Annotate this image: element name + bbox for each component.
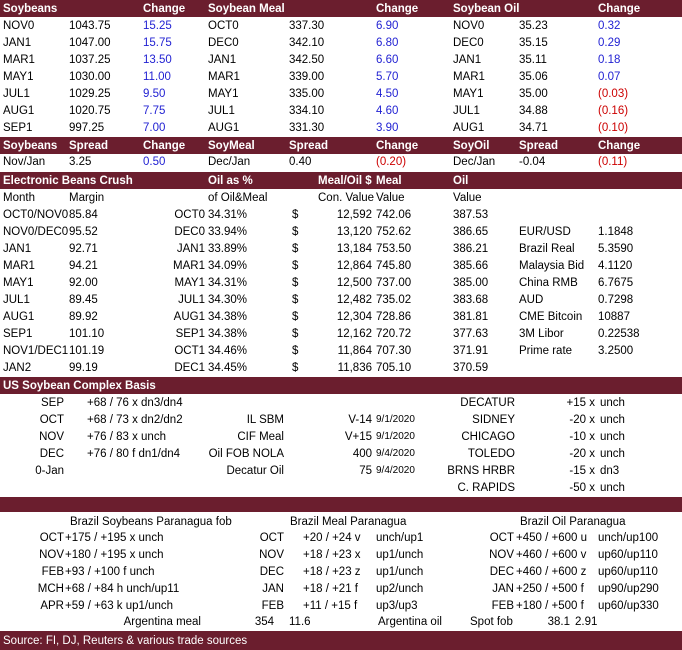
- meal-contract: AUG1: [208, 122, 240, 134]
- crush-meal-header: Meal: [376, 175, 402, 187]
- crush-month: MAY1: [3, 277, 34, 289]
- meal-price: 337.30: [289, 20, 325, 32]
- spread-soybeans-change-header: Change: [143, 140, 186, 152]
- crush-month: JUL1: [3, 294, 30, 306]
- soy-price: 1037.25: [69, 54, 111, 66]
- crush-margin: 85.84: [69, 209, 98, 221]
- brazil-meal-month: OCT: [259, 532, 284, 544]
- oil-contract: MAR1: [453, 71, 485, 83]
- brazil-oil-change: up90/up290: [598, 583, 659, 595]
- crush-oil-pct: 34.09%: [208, 260, 248, 272]
- crush-oil-value: 377.63: [453, 328, 489, 340]
- argentina-meal-change: 11.6: [289, 616, 311, 628]
- basis-product-value: V+15: [344, 431, 372, 443]
- crush-margin: 101.19: [69, 345, 105, 357]
- soy-contract: MAR1: [3, 54, 35, 66]
- meal-change: 4.60: [376, 105, 399, 117]
- crush-margin: 92.00: [69, 277, 98, 289]
- brazil-soy-basis: +180 / +195 x unch: [65, 549, 164, 561]
- crush-margin-label: Margin: [69, 192, 105, 204]
- crush-meal-value: 745.80: [376, 260, 412, 272]
- oil-contract: MAY1: [453, 88, 484, 100]
- crush-dollar-sign: $: [292, 260, 299, 272]
- market-value: 1.1848: [598, 226, 634, 238]
- crush-month: SEP1: [3, 328, 33, 340]
- brazil-soy-basis: +175 / +195 x unch: [65, 532, 164, 544]
- crush-margin: 101.10: [69, 328, 105, 340]
- brazil-soy-basis: +93 / +100 f unch: [65, 566, 155, 578]
- crush-oil-pct: 34.31%: [208, 209, 248, 221]
- spread-soy-value: 3.25: [69, 156, 92, 168]
- spread-soybeans-spread-header: Spread: [69, 140, 108, 152]
- brazil-meal-basis: +11 / +15 f: [303, 600, 358, 612]
- crush-dollar-sign: $: [292, 277, 299, 289]
- argentina-meal-label: Argentina meal: [123, 616, 201, 628]
- soy-change: 11.00: [143, 71, 171, 83]
- meal-change: 4.50: [376, 88, 399, 100]
- oil-change: 0.32: [598, 20, 621, 32]
- soybeans-change-header: Change: [143, 3, 186, 15]
- crush-margin: 94.21: [69, 260, 98, 272]
- basis-product: Decatur Oil: [226, 465, 284, 477]
- crush-oilmeal-label: of Oil&Meal: [208, 192, 268, 204]
- source-note: Source: FI, DJ, Reuters & various trade sources: [3, 635, 248, 647]
- spread-soybeans-header: Soybeans: [3, 140, 58, 152]
- basis-value: +68 / 73 x dn2/dn2: [87, 414, 183, 426]
- soy-contract: JAN1: [3, 37, 32, 49]
- crush-mealvalue-label: Value: [376, 192, 405, 204]
- market-label: AUD: [519, 294, 544, 306]
- brazil-meal-basis: +18 / +23 z: [303, 566, 361, 578]
- meal-change: 6.90: [376, 20, 399, 32]
- market-label: CME Bitcoin: [519, 311, 583, 323]
- crush-meal-value: 705.10: [376, 362, 412, 374]
- spread-soy-change: 0.50: [143, 156, 166, 168]
- basis-location-change: unch: [600, 414, 625, 426]
- crush-month: AUG1: [3, 311, 35, 323]
- soy-change: 15.25: [143, 20, 172, 32]
- market-label: Malaysia Bid: [519, 260, 585, 272]
- basis-location: BRNS HRBR: [447, 465, 515, 477]
- basis-value: +68 / 76 x dn3/dn4: [87, 397, 183, 409]
- meal-change: 6.60: [376, 54, 399, 66]
- crush-con-value: 11,836: [337, 362, 372, 374]
- crush-oil-pct: 34.31%: [208, 277, 248, 289]
- brazil-header-bar: [0, 497, 682, 512]
- oil-change: (0.10): [598, 122, 629, 134]
- basis-location-value: -50 x: [569, 482, 595, 494]
- spread-oil-value: -0.04: [519, 156, 546, 168]
- oil-change: 0.18: [598, 54, 621, 66]
- brazil-meal-month: FEB: [261, 600, 284, 612]
- oil-contract: DEC0: [453, 37, 484, 49]
- basis-month: SEP: [40, 397, 64, 409]
- crush-meal-value: 707.30: [376, 345, 412, 357]
- oil-price: 34.88: [519, 105, 548, 117]
- crush-oil-value: 381.81: [453, 311, 489, 323]
- crush-dollar-sign: $: [292, 328, 299, 340]
- basis-location-value: -20 x: [569, 414, 595, 426]
- market-value: 0.22538: [598, 328, 640, 340]
- basis-value: +76 / 83 x unch: [87, 431, 166, 443]
- oil-price: 35.00: [519, 88, 548, 100]
- basis-product: Oil FOB NOLA: [208, 448, 284, 460]
- meal-price: 331.30: [289, 122, 325, 134]
- brazil-oil-basis: +180 / +500 f: [516, 600, 584, 612]
- crush-oil-header: Oil: [453, 175, 469, 187]
- oil-price: 35.15: [519, 37, 548, 49]
- crush-contract: AUG1: [173, 311, 205, 323]
- meal-contract: DEC0: [208, 37, 239, 49]
- brazil-oil-change: up60/up110: [598, 566, 658, 578]
- crush-contract: DEC0: [174, 226, 205, 238]
- basis-location-value: -10 x: [569, 431, 595, 443]
- brazil-soy-basis: +68 / +84 h unch/up11: [65, 583, 180, 595]
- crush-oil-value: 371.91: [453, 345, 489, 357]
- soybeans-header: Soybeans: [3, 3, 58, 15]
- crush-meal-value: 753.50: [376, 243, 412, 255]
- brazil-soy-basis: +59 / +63 k up1/unch: [65, 600, 174, 612]
- crush-oilvalue-label: Value: [453, 192, 482, 204]
- crush-con-value: 12,482: [336, 294, 372, 306]
- basis-location-value: -15 x: [569, 465, 595, 477]
- brazil-oil-month: NOV: [489, 549, 514, 561]
- crush-month: OCT0/NOV0: [3, 209, 69, 221]
- oil-change: 0.29: [598, 37, 621, 49]
- brazil-meal-change: up3/up3: [376, 600, 418, 612]
- basis-location-change: unch: [600, 397, 625, 409]
- basis-location-change: dn3: [600, 465, 620, 477]
- brazil-oil-basis: +250 / +500 f: [516, 583, 584, 595]
- basis-location-value: +15 x: [566, 397, 595, 409]
- brazil-oil-basis: +460 / +600 v: [516, 549, 587, 561]
- market-value: 4.1120: [598, 260, 633, 272]
- spread-meal-change: (0.20): [376, 156, 407, 168]
- oil-price: 34.71: [519, 122, 548, 134]
- meal-contract: JUL1: [208, 105, 235, 117]
- basis-location: SIDNEY: [472, 414, 515, 426]
- brazil-oil-title: Brazil Oil Paranagua: [520, 516, 626, 528]
- crush-oil-pct: 34.38%: [208, 311, 248, 323]
- meal-change: 5.70: [376, 71, 399, 83]
- crush-oil-pct: 34.46%: [208, 345, 248, 357]
- basis-date: 9/1/2020: [376, 414, 415, 425]
- crush-convalue-label: Con. Value: [318, 192, 375, 204]
- crush-con-value: 13,120: [336, 226, 372, 238]
- crush-meal-value: 737.00: [376, 277, 412, 289]
- crush-oil-pct: 33.94%: [208, 226, 248, 238]
- soy-change: 15.75: [143, 37, 172, 49]
- basis-title: US Soybean Complex Basis: [3, 380, 156, 392]
- brazil-oil-month: FEB: [491, 600, 514, 612]
- brazil-oil-month: JAN: [492, 583, 514, 595]
- crush-title: Electronic Beans Crush: [3, 175, 133, 187]
- soy-price: 1020.75: [69, 105, 111, 117]
- crush-oil-pct-header: Oil as %: [208, 175, 253, 187]
- meal-change-header: Change: [376, 3, 419, 15]
- basis-product: CIF Meal: [237, 431, 284, 443]
- spread-meal-spread-header: Spread: [289, 140, 328, 152]
- crush-month: JAN2: [3, 362, 32, 374]
- crush-margin: 95.52: [69, 226, 98, 238]
- argentina-meal-value: 354: [254, 616, 274, 628]
- soy-change: 9.50: [143, 88, 166, 100]
- market-value: 6.7675: [598, 277, 634, 289]
- crush-oil-pct: 33.89%: [208, 243, 248, 255]
- spread-meal-label: Dec/Jan: [208, 156, 251, 168]
- brazil-meal-basis: +18 / +21 f: [303, 583, 358, 595]
- crush-oil-value: 385.00: [453, 277, 489, 289]
- basis-product: IL SBM: [246, 414, 284, 426]
- spread-oil-spread-header: Spread: [519, 140, 558, 152]
- brazil-meal-change: unch/up1: [376, 532, 424, 544]
- basis-month: 0-Jan: [35, 465, 64, 477]
- brazil-meal-month: NOV: [259, 549, 284, 561]
- meal-contract: JAN1: [208, 54, 237, 66]
- brazil-soy-month: MCH: [37, 583, 64, 595]
- crush-oil-value: 387.53: [453, 209, 489, 221]
- brazil-oil-change: up60/up110: [598, 549, 658, 561]
- spread-oil-change: (0.11): [598, 156, 628, 168]
- basis-month: DEC: [39, 448, 64, 460]
- crush-dollar-sign: $: [292, 294, 299, 306]
- crush-dollar-sign: $: [292, 243, 299, 255]
- brazil-meal-month: JAN: [262, 583, 284, 595]
- crush-month: NOV1/DEC1: [3, 345, 69, 357]
- market-label: Brazil Real: [519, 243, 575, 255]
- brazil-meal-change: up1/unch: [376, 566, 424, 578]
- crush-contract: SEP1: [175, 328, 205, 340]
- basis-location-change: unch: [600, 448, 625, 460]
- crush-oil-pct: 34.45%: [208, 362, 248, 374]
- crush-meal-value: 742.06: [376, 209, 412, 221]
- crush-dollar-sign: $: [292, 209, 299, 221]
- oil-price: 35.23: [519, 20, 548, 32]
- soybean-meal-header: Soybean Meal: [208, 3, 285, 15]
- crush-contract: OCT1: [174, 345, 205, 357]
- spread-oil-change-header: Change: [598, 140, 641, 152]
- crush-dollar-sign: $: [292, 226, 299, 238]
- crush-contract: OCT0: [174, 209, 205, 221]
- market-label: China RMB: [519, 277, 578, 289]
- oil-contract: AUG1: [453, 122, 485, 134]
- basis-product-value: 400: [352, 448, 372, 460]
- soy-change: 7.75: [143, 105, 166, 117]
- soy-price: 1043.75: [69, 20, 111, 32]
- brazil-soy-title: Brazil Soybeans Paranagua fob: [70, 516, 232, 528]
- basis-location-value: -20 x: [569, 448, 595, 460]
- crush-con-value: 12,500: [336, 277, 372, 289]
- spread-soymeal-header: SoyMeal: [208, 140, 255, 152]
- brazil-oil-month: DEC: [489, 566, 514, 578]
- crush-month: NOV0/DEC0: [3, 226, 69, 238]
- brazil-soy-month: NOV: [39, 549, 64, 561]
- crush-oil-value: 386.65: [453, 226, 489, 238]
- oil-contract: NOV0: [453, 20, 485, 32]
- meal-price: 342.10: [289, 37, 325, 49]
- crush-contract: MAR1: [173, 260, 205, 272]
- crush-meal-value: 720.72: [376, 328, 412, 340]
- meal-change: 6.80: [376, 37, 399, 49]
- soy-price: 1047.00: [69, 37, 111, 49]
- crush-meal-value: 752.62: [376, 226, 412, 238]
- oil-price: 35.11: [519, 54, 547, 66]
- market-value: 3.2500: [598, 345, 634, 357]
- spread-meal-change-header: Change: [376, 140, 419, 152]
- brazil-oil-change: up60/up330: [598, 600, 659, 612]
- basis-location-change: unch: [600, 431, 625, 443]
- market-label: 3M Libor: [519, 328, 564, 340]
- meal-price: 339.00: [289, 71, 325, 83]
- crush-oil-value: 383.68: [453, 294, 489, 306]
- crush-month: MAR1: [3, 260, 35, 272]
- spot-fob-change: 2.91: [575, 616, 598, 628]
- crush-dollar-sign: $: [292, 345, 299, 357]
- brazil-oil-month: OCT: [489, 532, 514, 544]
- meal-contract: MAY1: [208, 88, 239, 100]
- crush-con-value: 13,184: [336, 243, 372, 255]
- crush-dollar-sign: $: [292, 311, 299, 323]
- brazil-oil-change: unch/up100: [598, 532, 659, 544]
- crush-oil-value: 370.59: [453, 362, 489, 374]
- brazil-oil-basis: +460 / +600 z: [516, 566, 587, 578]
- soy-change: 13.50: [143, 54, 172, 66]
- crush-oil-value: 386.21: [453, 243, 489, 255]
- soy-price: 997.25: [69, 122, 105, 134]
- basis-product-value: V-14: [348, 414, 372, 426]
- soybean-oil-header: Soybean Oil: [453, 3, 520, 15]
- spread-soyoil-header: SoyOil: [453, 140, 490, 152]
- crush-dollar-sign: $: [292, 362, 299, 374]
- soy-contract: MAY1: [3, 71, 34, 83]
- crush-margin: 89.45: [69, 294, 98, 306]
- brazil-meal-basis: +18 / +23 x: [303, 549, 361, 561]
- basis-location: DECATUR: [460, 397, 515, 409]
- crush-oil-value: 385.66: [453, 260, 489, 272]
- brazil-meal-month: DEC: [259, 566, 284, 578]
- meal-price: 335.00: [289, 88, 325, 100]
- crush-oil-pct: 34.30%: [208, 294, 248, 306]
- oil-change: 0.07: [598, 71, 621, 83]
- basis-date: 9/4/2020: [376, 448, 415, 459]
- futures-header-bar: [0, 0, 682, 17]
- brazil-meal-basis: +20 / +24 v: [303, 532, 361, 544]
- spread-oil-label: Dec/Jan: [453, 156, 496, 168]
- meal-change: 3.90: [376, 122, 399, 134]
- market-value: 5.3590: [598, 243, 634, 255]
- crush-contract: JAN1: [176, 243, 205, 255]
- basis-date: 9/1/2020: [376, 431, 415, 442]
- soy-contract: JUL1: [3, 88, 30, 100]
- spread-soy-label: Nov/Jan: [3, 156, 46, 168]
- meal-contract: MAR1: [208, 71, 240, 83]
- market-label: EUR/USD: [519, 226, 571, 238]
- crush-margin: 89.92: [69, 311, 98, 323]
- crush-contract: MAY1: [174, 277, 205, 289]
- crush-meal-oil-header: Meal/Oil $: [318, 175, 372, 187]
- basis-location: TOLEDO: [467, 448, 515, 460]
- basis-location-change: unch: [600, 482, 625, 494]
- crush-margin: 92.71: [69, 243, 98, 255]
- crush-margin: 99.19: [69, 362, 98, 374]
- basis-month: NOV: [39, 431, 64, 443]
- soy-contract: SEP1: [3, 122, 33, 134]
- crush-con-value: 12,864: [336, 260, 372, 272]
- meal-price: 342.50: [289, 54, 325, 66]
- brazil-meal-change: up2/unch: [376, 583, 424, 595]
- oil-change-header: Change: [598, 3, 641, 15]
- crush-contract: DEC1: [174, 362, 205, 374]
- soy-contract: AUG1: [3, 105, 35, 117]
- market-label: Prime rate: [519, 345, 573, 357]
- brazil-oil-basis: +450 / +600 u: [516, 532, 587, 544]
- meal-contract: OCT0: [208, 20, 239, 32]
- spot-fob-label: Spot fob: [470, 616, 513, 628]
- brazil-soy-month: FEB: [41, 566, 64, 578]
- crush-contract: JUL1: [178, 294, 205, 306]
- basis-value: +76 / 80 f dn1/dn4: [87, 448, 181, 460]
- soy-change: 7.00: [143, 122, 166, 134]
- brazil-meal-change: up1/unch: [376, 549, 424, 561]
- brazil-soy-month: APR: [40, 600, 64, 612]
- crush-meal-value: 728.86: [376, 311, 412, 323]
- oil-contract: JAN1: [453, 54, 482, 66]
- oil-change: (0.16): [598, 105, 629, 117]
- crush-oil-pct: 34.38%: [208, 328, 248, 340]
- soy-contract: NOV0: [3, 20, 35, 32]
- brazil-meal-title: Brazil Meal Paranagua: [290, 516, 407, 528]
- crush-month-label: Month: [3, 192, 35, 204]
- basis-location: C. RAPIDS: [457, 482, 515, 494]
- market-value: 10887: [598, 311, 630, 323]
- spread-meal-value: 0.40: [289, 156, 312, 168]
- crush-con-value: 12,162: [336, 328, 372, 340]
- basis-product-value: 75: [359, 465, 372, 477]
- basis-location: CHICAGO: [461, 431, 515, 443]
- brazil-soy-month: OCT: [39, 532, 64, 544]
- crush-meal-value: 735.02: [376, 294, 412, 306]
- soy-price: 1030.00: [69, 71, 111, 83]
- soy-price: 1029.25: [69, 88, 111, 100]
- crush-con-value: 12,592: [336, 209, 372, 221]
- crush-con-value: 11,864: [337, 345, 372, 357]
- market-value: 0.7298: [598, 294, 634, 306]
- basis-date: 9/4/2020: [376, 465, 415, 476]
- oil-price: 35.06: [519, 71, 548, 83]
- oil-contract: JUL1: [453, 105, 480, 117]
- spot-fob-value: 38.1: [547, 616, 570, 628]
- basis-month: OCT: [39, 414, 64, 426]
- oil-change: (0.03): [598, 88, 629, 100]
- crush-con-value: 12,304: [336, 311, 372, 323]
- crush-month: JAN1: [3, 243, 32, 255]
- argentina-oil-label: Argentina oil: [378, 616, 442, 628]
- meal-price: 334.10: [289, 105, 325, 117]
